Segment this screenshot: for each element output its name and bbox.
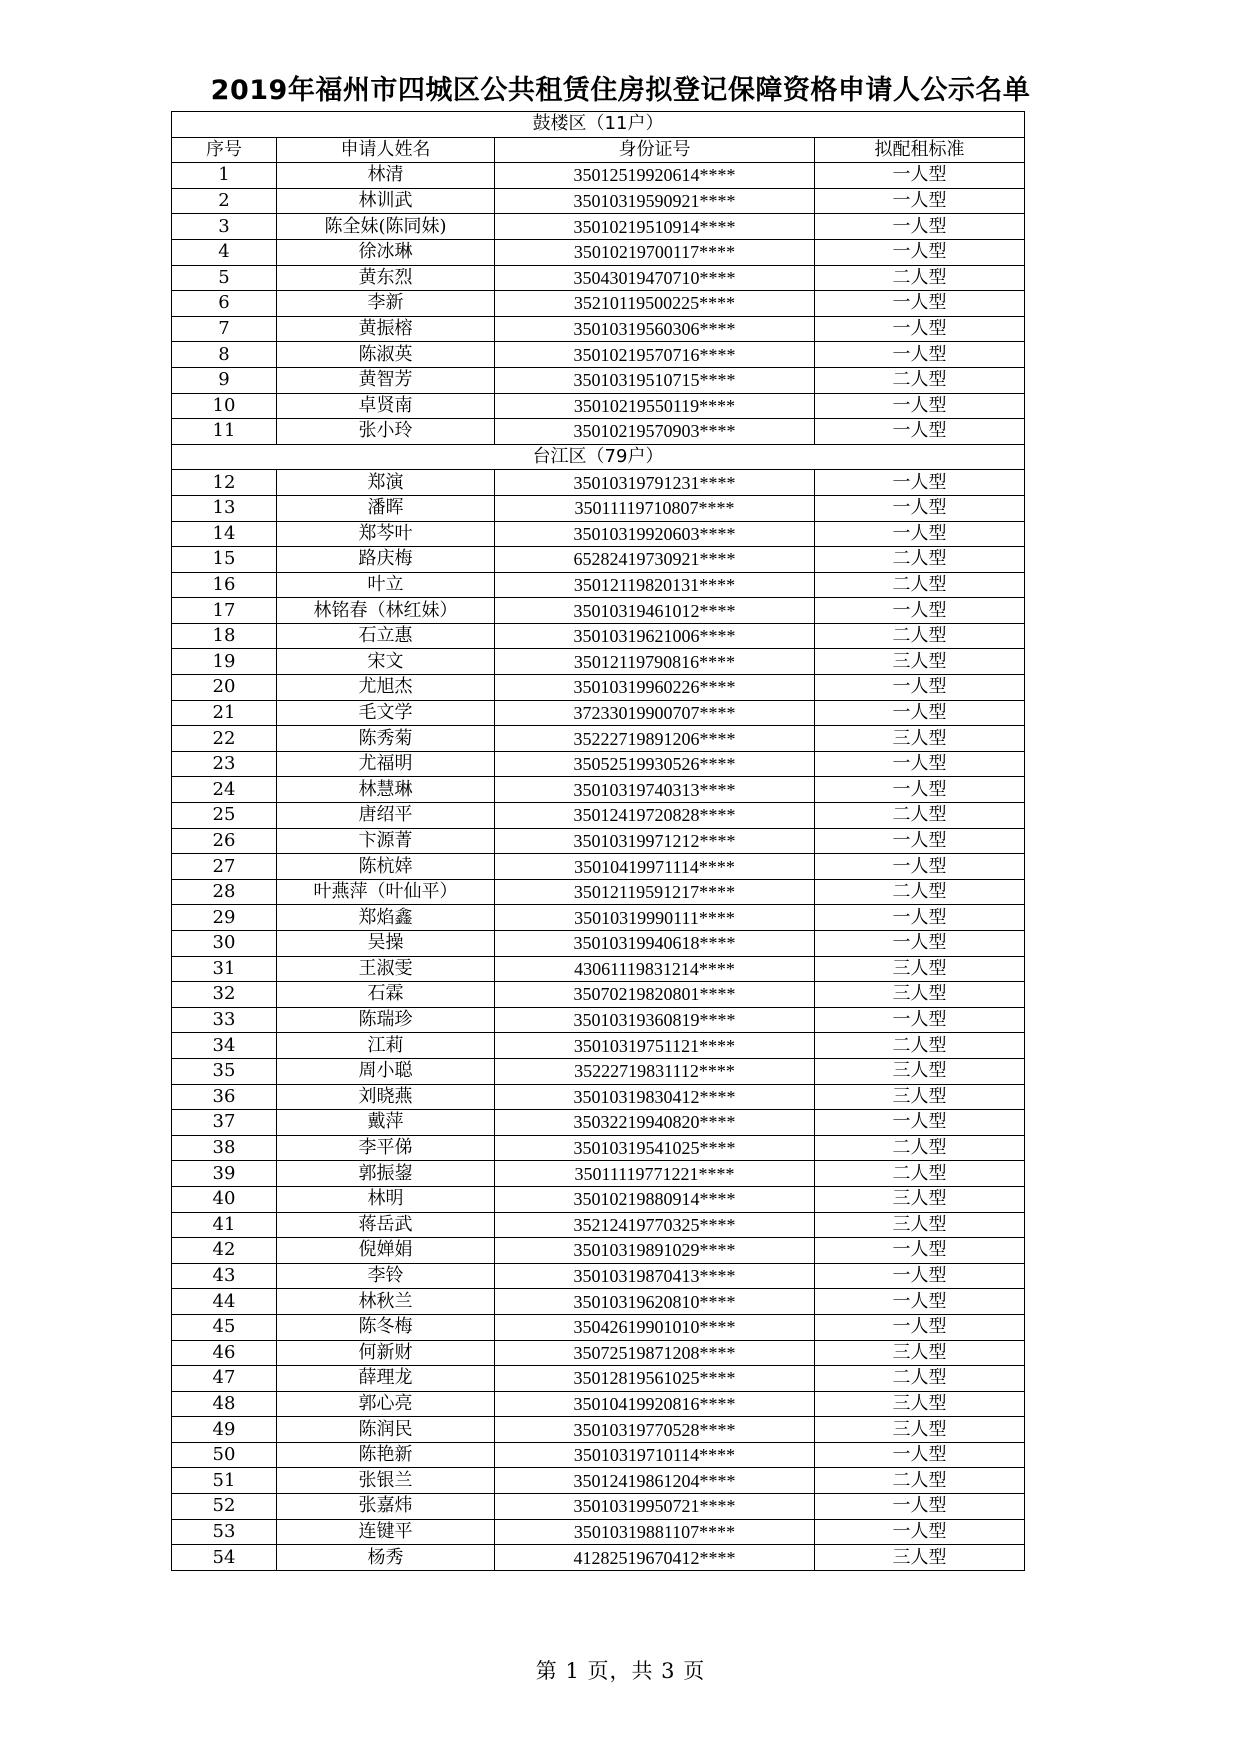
cell-index: 54 xyxy=(172,1545,277,1571)
cell-id-number: 35011119710807**** xyxy=(495,495,815,521)
table-row xyxy=(172,1084,1025,1110)
cell-rental-standard: 一人型 xyxy=(815,239,1025,265)
table-row xyxy=(172,905,1025,931)
cell-applicant-name: 连键平 xyxy=(277,1519,495,1545)
table-row xyxy=(172,1212,1025,1238)
cell-id-number: 35010319740313**** xyxy=(495,777,815,803)
cell-applicant-name: 张小玲 xyxy=(277,419,495,445)
table-row xyxy=(172,1366,1025,1392)
cell-id-number: 35012119790816**** xyxy=(495,649,815,675)
cell-index: 27 xyxy=(172,854,277,880)
cell-rental-standard: 二人型 xyxy=(815,1033,1025,1059)
cell-id-number: 35010419920816**** xyxy=(495,1391,815,1417)
table-row xyxy=(172,547,1025,573)
cell-id-number: 35010319971212**** xyxy=(495,828,815,854)
table-row xyxy=(172,1110,1025,1136)
cell-applicant-name: 倪婵娟 xyxy=(277,1238,495,1264)
table-row xyxy=(172,828,1025,854)
page-title: 2019年福州市四城区公共租赁住房拟登记保障资格申请人公示名单 xyxy=(210,75,1031,106)
cell-index: 31 xyxy=(172,956,277,982)
table-row xyxy=(172,291,1025,317)
table-row xyxy=(172,1442,1025,1468)
cell-id-number: 35010419971114**** xyxy=(495,854,815,880)
table-row xyxy=(172,1161,1025,1187)
cell-rental-standard: 一人型 xyxy=(815,470,1025,496)
cell-id-number: 35072519871208**** xyxy=(495,1340,815,1366)
table-header-row xyxy=(172,137,1025,163)
table-row xyxy=(172,1238,1025,1264)
cell-applicant-name: 黄东烈 xyxy=(277,265,495,291)
section-header-row xyxy=(172,444,1025,470)
cell-index: 35 xyxy=(172,1058,277,1084)
cell-index: 17 xyxy=(172,598,277,624)
cell-rental-standard: 三人型 xyxy=(815,1391,1025,1417)
cell-applicant-name: 吴操 xyxy=(277,931,495,957)
cell-index: 32 xyxy=(172,982,277,1008)
cell-applicant-name: 石立惠 xyxy=(277,623,495,649)
cell-rental-standard: 二人型 xyxy=(815,265,1025,291)
cell-applicant-name: 郑芩叶 xyxy=(277,521,495,547)
cell-applicant-name: 陈润民 xyxy=(277,1417,495,1443)
table-row xyxy=(172,1135,1025,1161)
table-row xyxy=(172,393,1025,419)
cell-id-number: 35012119820131**** xyxy=(495,572,815,598)
cell-id-number: 35043019470710**** xyxy=(495,265,815,291)
cell-applicant-name: 江莉 xyxy=(277,1033,495,1059)
cell-rental-standard: 三人型 xyxy=(815,1340,1025,1366)
cell-rental-standard: 一人型 xyxy=(815,1442,1025,1468)
cell-rental-standard: 三人型 xyxy=(815,1545,1025,1571)
cell-rental-standard: 一人型 xyxy=(815,854,1025,880)
cell-rental-standard: 二人型 xyxy=(815,1135,1025,1161)
column-header-name: 申请人姓名 xyxy=(277,137,495,163)
cell-applicant-name: 陈淑英 xyxy=(277,342,495,368)
cell-applicant-name: 石霖 xyxy=(277,982,495,1008)
cell-index: 4 xyxy=(172,239,277,265)
cell-id-number: 35010319590921**** xyxy=(495,188,815,214)
table-row xyxy=(172,265,1025,291)
applicant-table xyxy=(171,111,1025,1571)
cell-id-number: 35010319510715**** xyxy=(495,367,815,393)
cell-index: 10 xyxy=(172,393,277,419)
cell-applicant-name: 黄振榕 xyxy=(277,316,495,342)
cell-id-number: 41282519670412**** xyxy=(495,1545,815,1571)
table-row xyxy=(172,163,1025,189)
cell-rental-standard: 一人型 xyxy=(815,1314,1025,1340)
cell-rental-standard: 二人型 xyxy=(815,572,1025,598)
cell-index: 43 xyxy=(172,1263,277,1289)
cell-rental-standard: 一人型 xyxy=(815,393,1025,419)
cell-applicant-name: 张嘉炜 xyxy=(277,1494,495,1520)
cell-applicant-name: 潘晖 xyxy=(277,495,495,521)
table-row xyxy=(172,188,1025,214)
table-row xyxy=(172,675,1025,701)
cell-applicant-name: 陈冬梅 xyxy=(277,1314,495,1340)
cell-applicant-name: 尤福明 xyxy=(277,751,495,777)
table-row xyxy=(172,1314,1025,1340)
cell-rental-standard: 一人型 xyxy=(815,316,1025,342)
cell-id-number: 35222719831112**** xyxy=(495,1058,815,1084)
cell-applicant-name: 黄智芳 xyxy=(277,367,495,393)
table-row xyxy=(172,419,1025,445)
cell-rental-standard: 三人型 xyxy=(815,982,1025,1008)
table-row xyxy=(172,342,1025,368)
cell-rental-standard: 二人型 xyxy=(815,367,1025,393)
cell-index: 51 xyxy=(172,1468,277,1494)
cell-rental-standard: 二人型 xyxy=(815,1161,1025,1187)
table-row xyxy=(172,1289,1025,1315)
cell-rental-standard: 一人型 xyxy=(815,931,1025,957)
cell-applicant-name: 郭心亮 xyxy=(277,1391,495,1417)
cell-index: 18 xyxy=(172,623,277,649)
cell-rental-standard: 三人型 xyxy=(815,1084,1025,1110)
cell-rental-standard: 一人型 xyxy=(815,1289,1025,1315)
cell-id-number: 35012819561025**** xyxy=(495,1366,815,1392)
cell-index: 26 xyxy=(172,828,277,854)
cell-id-number: 35010319791231**** xyxy=(495,470,815,496)
table-row xyxy=(172,1391,1025,1417)
cell-id-number: 35011119771221**** xyxy=(495,1161,815,1187)
cell-applicant-name: 陈艳新 xyxy=(277,1442,495,1468)
cell-id-number: 35010319830412**** xyxy=(495,1084,815,1110)
cell-rental-standard: 一人型 xyxy=(815,1110,1025,1136)
cell-applicant-name: 唐绍平 xyxy=(277,803,495,829)
cell-index: 41 xyxy=(172,1212,277,1238)
table-row xyxy=(172,982,1025,1008)
cell-index: 29 xyxy=(172,905,277,931)
cell-applicant-name: 叶立 xyxy=(277,572,495,598)
cell-rental-standard: 三人型 xyxy=(815,1186,1025,1212)
table-row xyxy=(172,1519,1025,1545)
cell-index: 30 xyxy=(172,931,277,957)
cell-index: 52 xyxy=(172,1494,277,1520)
table-row xyxy=(172,854,1025,880)
table-row xyxy=(172,1417,1025,1443)
cell-index: 6 xyxy=(172,291,277,317)
cell-applicant-name: 陈瑞珍 xyxy=(277,1007,495,1033)
cell-applicant-name: 郭振鋆 xyxy=(277,1161,495,1187)
cell-id-number: 35010319541025**** xyxy=(495,1135,815,1161)
cell-rental-standard: 一人型 xyxy=(815,188,1025,214)
cell-index: 2 xyxy=(172,188,277,214)
cell-applicant-name: 陈全妹(陈同妹) xyxy=(277,214,495,240)
cell-applicant-name: 林明 xyxy=(277,1186,495,1212)
cell-index: 3 xyxy=(172,214,277,240)
cell-index: 14 xyxy=(172,521,277,547)
cell-id-number: 35010319881107**** xyxy=(495,1519,815,1545)
cell-rental-standard: 二人型 xyxy=(815,1366,1025,1392)
table-row xyxy=(172,1340,1025,1366)
cell-id-number: 35010219550119**** xyxy=(495,393,815,419)
cell-applicant-name: 李新 xyxy=(277,291,495,317)
cell-id-number: 35010219570903**** xyxy=(495,419,815,445)
cell-applicant-name: 李平俤 xyxy=(277,1135,495,1161)
table-row xyxy=(172,239,1025,265)
cell-applicant-name: 杨秀 xyxy=(277,1545,495,1571)
cell-index: 48 xyxy=(172,1391,277,1417)
table-row xyxy=(172,598,1025,624)
cell-applicant-name: 尤旭杰 xyxy=(277,675,495,701)
cell-index: 20 xyxy=(172,675,277,701)
cell-id-number: 35052519930526**** xyxy=(495,751,815,777)
table-row xyxy=(172,1468,1025,1494)
cell-index: 15 xyxy=(172,547,277,573)
table-row xyxy=(172,1033,1025,1059)
cell-id-number: 35010319950721**** xyxy=(495,1494,815,1520)
cell-rental-standard: 一人型 xyxy=(815,521,1025,547)
cell-index: 50 xyxy=(172,1442,277,1468)
cell-id-number: 35010319751121**** xyxy=(495,1033,815,1059)
cell-index: 45 xyxy=(172,1314,277,1340)
cell-applicant-name: 林秋兰 xyxy=(277,1289,495,1315)
cell-index: 19 xyxy=(172,649,277,675)
cell-index: 23 xyxy=(172,751,277,777)
cell-rental-standard: 三人型 xyxy=(815,649,1025,675)
cell-index: 40 xyxy=(172,1186,277,1212)
cell-id-number: 35210119500225**** xyxy=(495,291,815,317)
cell-rental-standard: 一人型 xyxy=(815,163,1025,189)
cell-rental-standard: 一人型 xyxy=(815,1494,1025,1520)
table-row xyxy=(172,700,1025,726)
cell-applicant-name: 毛文学 xyxy=(277,700,495,726)
cell-id-number: 35010319891029**** xyxy=(495,1238,815,1264)
cell-index: 13 xyxy=(172,495,277,521)
cell-id-number: 35222719891206**** xyxy=(495,726,815,752)
cell-id-number: 35010319990111**** xyxy=(495,905,815,931)
column-header-standard: 拟配租标准 xyxy=(815,137,1025,163)
cell-index: 7 xyxy=(172,316,277,342)
cell-applicant-name: 叶燕萍（叶仙平） xyxy=(277,879,495,905)
cell-index: 44 xyxy=(172,1289,277,1315)
table-row xyxy=(172,726,1025,752)
cell-rental-standard: 二人型 xyxy=(815,1468,1025,1494)
cell-applicant-name: 林训武 xyxy=(277,188,495,214)
section-header-row xyxy=(172,112,1025,138)
cell-index: 42 xyxy=(172,1238,277,1264)
cell-rental-standard: 一人型 xyxy=(815,1263,1025,1289)
cell-id-number: 35010319560306**** xyxy=(495,316,815,342)
cell-id-number: 35010219880914**** xyxy=(495,1186,815,1212)
cell-index: 34 xyxy=(172,1033,277,1059)
cell-rental-standard: 一人型 xyxy=(815,1007,1025,1033)
cell-rental-standard: 一人型 xyxy=(815,598,1025,624)
cell-index: 28 xyxy=(172,879,277,905)
cell-id-number: 65282419730921**** xyxy=(495,547,815,573)
cell-rental-standard: 一人型 xyxy=(815,419,1025,445)
cell-id-number: 37233019900707**** xyxy=(495,700,815,726)
cell-index: 39 xyxy=(172,1161,277,1187)
cell-index: 8 xyxy=(172,342,277,368)
table-row xyxy=(172,1545,1025,1571)
table-row xyxy=(172,214,1025,240)
table-row xyxy=(172,956,1025,982)
cell-index: 1 xyxy=(172,163,277,189)
cell-id-number: 35010319360819**** xyxy=(495,1007,815,1033)
cell-applicant-name: 卓贤南 xyxy=(277,393,495,419)
cell-rental-standard: 一人型 xyxy=(815,751,1025,777)
cell-applicant-name: 何新财 xyxy=(277,1340,495,1366)
table-row xyxy=(172,521,1025,547)
table-row xyxy=(172,495,1025,521)
page-footer: 第 1 页，共 3 页 xyxy=(535,1659,706,1683)
cell-index: 21 xyxy=(172,700,277,726)
cell-rental-standard: 一人型 xyxy=(815,675,1025,701)
table-row xyxy=(172,316,1025,342)
cell-id-number: 35010319960226**** xyxy=(495,675,815,701)
cell-applicant-name: 林铭春（林红妹） xyxy=(277,598,495,624)
cell-index: 33 xyxy=(172,1007,277,1033)
cell-rental-standard: 一人型 xyxy=(815,905,1025,931)
table-row xyxy=(172,623,1025,649)
table-row xyxy=(172,470,1025,496)
cell-index: 5 xyxy=(172,265,277,291)
table-row xyxy=(172,1494,1025,1520)
cell-rental-standard: 二人型 xyxy=(815,547,1025,573)
cell-applicant-name: 林慧琳 xyxy=(277,777,495,803)
cell-rental-standard: 一人型 xyxy=(815,700,1025,726)
table-row xyxy=(172,879,1025,905)
cell-rental-standard: 一人型 xyxy=(815,342,1025,368)
cell-index: 25 xyxy=(172,803,277,829)
cell-rental-standard: 二人型 xyxy=(815,879,1025,905)
cell-id-number: 35010319620810**** xyxy=(495,1289,815,1315)
cell-index: 9 xyxy=(172,367,277,393)
cell-index: 16 xyxy=(172,572,277,598)
cell-index: 46 xyxy=(172,1340,277,1366)
table-row xyxy=(172,1263,1025,1289)
cell-applicant-name: 路庆梅 xyxy=(277,547,495,573)
cell-id-number: 35012419861204**** xyxy=(495,1468,815,1494)
cell-id-number: 35010319920603**** xyxy=(495,521,815,547)
cell-id-number: 35212419770325**** xyxy=(495,1212,815,1238)
cell-applicant-name: 徐冰琳 xyxy=(277,239,495,265)
cell-id-number: 35010319770528**** xyxy=(495,1417,815,1443)
cell-id-number: 35032219940820**** xyxy=(495,1110,815,1136)
cell-applicant-name: 张银兰 xyxy=(277,1468,495,1494)
cell-index: 38 xyxy=(172,1135,277,1161)
cell-id-number: 35012419720828**** xyxy=(495,803,815,829)
cell-rental-standard: 一人型 xyxy=(815,777,1025,803)
cell-id-number: 35012119591217**** xyxy=(495,879,815,905)
cell-applicant-name: 郑演 xyxy=(277,470,495,496)
table-row xyxy=(172,751,1025,777)
table-row xyxy=(172,1186,1025,1212)
cell-applicant-name: 薛理龙 xyxy=(277,1366,495,1392)
cell-applicant-name: 林清 xyxy=(277,163,495,189)
table-row xyxy=(172,931,1025,957)
cell-id-number: 35010319870413**** xyxy=(495,1263,815,1289)
cell-id-number: 35010219510914**** xyxy=(495,214,815,240)
cell-applicant-name: 周小聪 xyxy=(277,1058,495,1084)
cell-applicant-name: 王淑雯 xyxy=(277,956,495,982)
cell-applicant-name: 陈秀菊 xyxy=(277,726,495,752)
table-row xyxy=(172,1007,1025,1033)
cell-id-number: 43061119831214**** xyxy=(495,956,815,982)
table-row xyxy=(172,803,1025,829)
cell-rental-standard: 二人型 xyxy=(815,623,1025,649)
cell-id-number: 35010319621006**** xyxy=(495,623,815,649)
table-row xyxy=(172,367,1025,393)
table-row xyxy=(172,649,1025,675)
cell-index: 36 xyxy=(172,1084,277,1110)
cell-index: 12 xyxy=(172,470,277,496)
cell-id-number: 35010319940618**** xyxy=(495,931,815,957)
cell-index: 11 xyxy=(172,419,277,445)
cell-id-number: 35010219570716**** xyxy=(495,342,815,368)
cell-id-number: 35042619901010**** xyxy=(495,1314,815,1340)
cell-rental-standard: 三人型 xyxy=(815,956,1025,982)
cell-rental-standard: 三人型 xyxy=(815,1212,1025,1238)
cell-id-number: 35010319710114**** xyxy=(495,1442,815,1468)
cell-applicant-name: 刘晓燕 xyxy=(277,1084,495,1110)
table-row xyxy=(172,1058,1025,1084)
cell-rental-standard: 一人型 xyxy=(815,1519,1025,1545)
cell-applicant-name: 陈杭婞 xyxy=(277,854,495,880)
cell-rental-standard: 三人型 xyxy=(815,1417,1025,1443)
cell-rental-standard: 三人型 xyxy=(815,1058,1025,1084)
cell-applicant-name: 宋文 xyxy=(277,649,495,675)
section-label: 鼓楼区（11户） xyxy=(172,112,1025,138)
cell-id-number: 35010319461012**** xyxy=(495,598,815,624)
cell-id-number: 35010219700117**** xyxy=(495,239,815,265)
cell-index: 53 xyxy=(172,1519,277,1545)
cell-applicant-name: 戴萍 xyxy=(277,1110,495,1136)
column-header-index: 序号 xyxy=(172,137,277,163)
cell-index: 37 xyxy=(172,1110,277,1136)
table-row xyxy=(172,572,1025,598)
section-label: 台江区（79户） xyxy=(172,444,1025,470)
table-row xyxy=(172,777,1025,803)
cell-index: 22 xyxy=(172,726,277,752)
cell-applicant-name: 郑焰鑫 xyxy=(277,905,495,931)
cell-index: 49 xyxy=(172,1417,277,1443)
cell-rental-standard: 一人型 xyxy=(815,495,1025,521)
cell-applicant-name: 李铃 xyxy=(277,1263,495,1289)
cell-rental-standard: 二人型 xyxy=(815,803,1025,829)
cell-rental-standard: 一人型 xyxy=(815,828,1025,854)
cell-rental-standard: 一人型 xyxy=(815,1238,1025,1264)
cell-rental-standard: 一人型 xyxy=(815,291,1025,317)
cell-id-number: 35012519920614**** xyxy=(495,163,815,189)
cell-index: 47 xyxy=(172,1366,277,1392)
cell-id-number: 35070219820801**** xyxy=(495,982,815,1008)
column-header-id-number: 身份证号 xyxy=(495,137,815,163)
cell-applicant-name: 卞源菁 xyxy=(277,828,495,854)
cell-index: 24 xyxy=(172,777,277,803)
cell-rental-standard: 一人型 xyxy=(815,214,1025,240)
cell-rental-standard: 三人型 xyxy=(815,726,1025,752)
cell-applicant-name: 蒋岳武 xyxy=(277,1212,495,1238)
